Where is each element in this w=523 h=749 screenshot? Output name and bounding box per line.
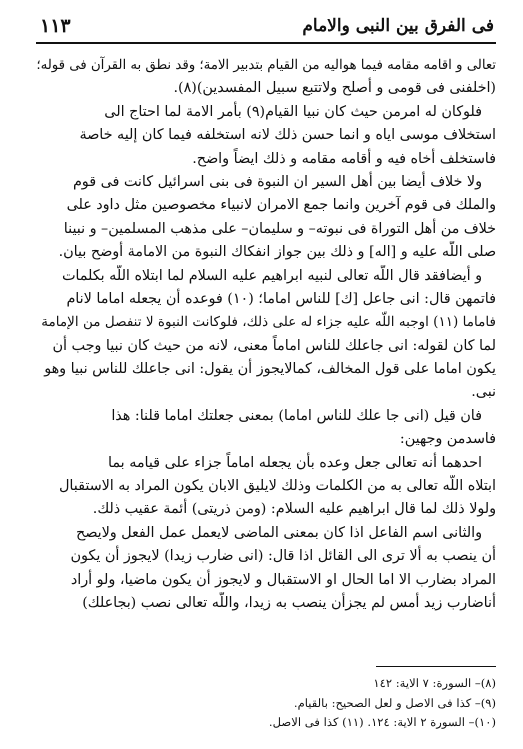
footnote-divider xyxy=(376,666,496,667)
body-text xyxy=(36,54,496,615)
running-title: فى الفرق بين النبى والامام xyxy=(302,16,494,36)
text-line: ولا خلاف أيضا بين أهل السير ان النبوة فى بنى اسرائيل كانت فى قوم xyxy=(72,173,482,190)
footnotes xyxy=(36,674,496,733)
text-line: يكون اماما على قول المخالف، كمالايجوز أن يقول: انى جاعلك للناس نبيا وهو xyxy=(44,361,496,378)
text-line: و أيضافقد قال اللّه تعالى لنبيه ابراهيم عليه السلام لما ابتلاه اللّه بكلمات xyxy=(61,267,482,284)
text-line: فاسدمن وجهين: xyxy=(399,431,496,448)
page-number: ١١٣ xyxy=(40,15,71,37)
text-line: نبى. xyxy=(471,384,496,401)
text-line: المراد بضارب الا اما الحال او الاستقبال و لايجوز أن يكون ماضيا، ولو أراد xyxy=(70,571,496,588)
text-line: استخلاف موسى اياه و انما حسن ذلك لانه استخلفه فيما كان إليه خاصة xyxy=(79,127,496,144)
text-line: ابتلاه اللّه تعالى به من الكلمات وذلك لايليق الابان يكون المراد به الاستقبال xyxy=(59,478,496,495)
text-line: فاتمهن قال: انى جاعل [ك] للناس اماما؛ (١٠) فوعده أن يجعله اماما لانام xyxy=(66,290,496,307)
text-line: تعالى و اقامه مقامه فيما هواليه من القيام بتدبير الامة؛ وقد نطق به القرآن فى قوله؛ xyxy=(36,58,496,73)
text-line: أناضارب زيد أمس لم يجزأن ينصب به زيدا، واللّه تعالى نصب (بجاعلك) xyxy=(82,594,496,611)
text-line: والملك فى قوم آخرين وانما جمع الامران لانبياء مخصوصين مثل داود على xyxy=(66,197,496,214)
footnote: (١٠)– السورة ٢ الاية: ١٢٤. (١١) كذا فى الاصل. xyxy=(268,715,496,729)
text-line: فاستخلف أخاه فيه و أقامه مقامه و ذلك ايضاً واضح. xyxy=(192,150,496,167)
text-line: ولولا ذلك لما قال ابراهيم عليه السلام: (ومن ذريتى) أئمة عقيب ذلك. xyxy=(92,501,496,518)
book-page xyxy=(36,14,496,734)
text-line: فلوكان له امرمن حيث كان نبيا القيام(٩) بأمر الامة لما احتاج الى xyxy=(104,103,482,120)
text-line: (اخلفنى فى قومى و أصلح ولاتتبع سبيل المفسدين)(٨). xyxy=(173,80,496,97)
page-header xyxy=(36,14,496,44)
text-line: أن ينصب به ألا ترى الى القائل اذا قال: (انى ضارب زيدا) لايجوز أن يكون xyxy=(70,548,496,565)
text-line: خلاف من أهل التوراة فى نبوته– و سليمان– على مذهب المسلمين– و نبينا xyxy=(63,220,496,237)
text-line: لما كان لقوله: انى جاعلك للناس اماماً معنى، لانه من حيث كان نبيا وجب أن xyxy=(52,337,496,354)
text-line: صلى اللّه عليه و [اله] و ذلك بين جواز انفكاك النبوة من الامامة أوضح بيان. xyxy=(58,244,496,261)
text-line: فاماما (١١) اوجبه اللّه عليه جزاء له على ذلك، فلوكانت النبوة لا تنفصل من الإمامة xyxy=(41,314,496,331)
text-line: والثانى اسم الفاعل اذا كان بمعنى الماضى لايعمل عمل الفعل ولايصح xyxy=(75,524,482,541)
footnote: (٨)– السورة: ٧ الاية: ١٤٢ xyxy=(373,676,496,690)
footnote: (٩)– كذا فى الاصل و لعل الصحيح: بالقيام. xyxy=(293,695,496,710)
text-line: فان قيل (انى جا علك للناس اماما) بمعنى جعلتك اماما قلنا: هذا xyxy=(111,407,482,424)
text-line: احدهما أنه تعالى جعل وعده بأن يجعله اماماً جزاء على قيامه بما xyxy=(108,454,482,471)
